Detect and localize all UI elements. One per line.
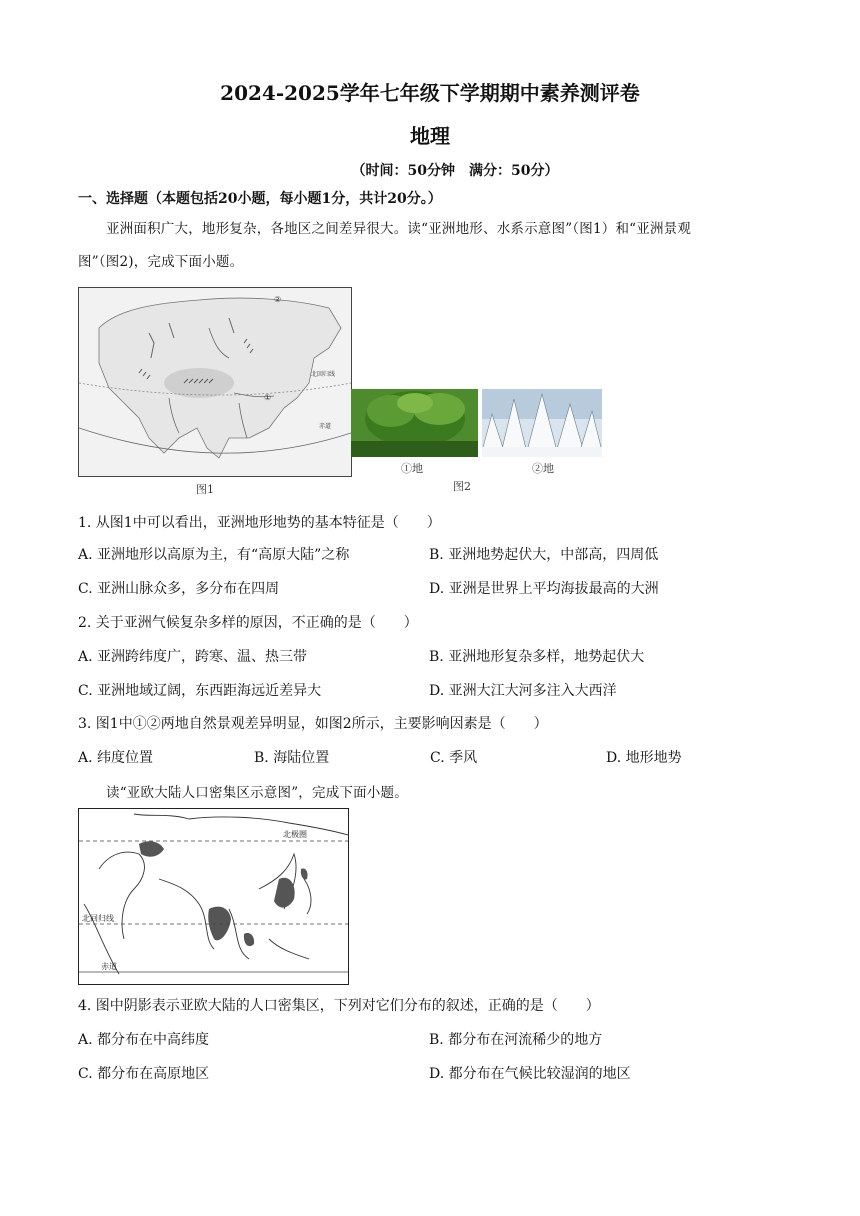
figure2-caption: 图2 xyxy=(453,480,471,493)
q2-option-a[interactable]: A. 亚洲跨纬度广，跨寒、温、热三带 xyxy=(78,649,308,665)
photo1-label: ①地 xyxy=(401,462,423,475)
tropic-label: 北回归线 xyxy=(82,914,114,923)
subject-title: 地理 xyxy=(410,124,450,148)
asia-terrain-map xyxy=(78,287,352,477)
map-label-tropic: 北回归线 xyxy=(311,371,336,378)
intro2-paragraph: 读“亚欧大陆人口密集区示意图”，完成下面小题。 xyxy=(106,785,408,801)
q3-option-d[interactable]: D. 地形地势 xyxy=(606,750,682,766)
q1-option-d[interactable]: D. 亚洲是世界上平均海拔最高的大洲 xyxy=(429,581,659,597)
q1-option-c[interactable]: C. 亚洲山脉众多，多分布在四周 xyxy=(78,581,280,597)
q3-option-b[interactable]: B. 海陆位置 xyxy=(254,750,330,766)
q4-option-b[interactable]: B. 都分布在河流稀少的地方 xyxy=(429,1032,603,1048)
intro-paragraph-line1: 亚洲面积广大，地形复杂，各地区之间差异很大。读“亚洲地形、水系示意图”（图1）和“亚洲景观 xyxy=(106,221,692,237)
section-heading: 一、选择题（本题包括20小题，每小题1分，共计20分。） xyxy=(78,191,442,207)
q1-option-a[interactable]: A. 亚洲地形以高原为主，有“高原大陆”之称 xyxy=(78,547,350,563)
map-label-circle1: ① xyxy=(264,393,272,402)
time-info: （时间：50分钟 满分：50分） xyxy=(351,163,559,179)
exam-title: 2024-2025学年七年级下学期期中素养测评卷 xyxy=(220,81,640,105)
question-1-stem: 1. 从图1中可以看出，亚洲地形地势的基本特征是（ ） xyxy=(78,515,441,531)
photo2-label: ②地 xyxy=(532,462,554,475)
q4-option-a[interactable]: A. 都分布在中高纬度 xyxy=(78,1032,210,1048)
q1-option-b[interactable]: B. 亚洲地势起伏大，中部高，四周低 xyxy=(429,547,659,563)
eurasia-population-map xyxy=(78,808,349,985)
arctic-circle-label: 北极圈 xyxy=(283,830,307,839)
q4-option-d[interactable]: D. 都分布在气候比较湿润的地区 xyxy=(429,1066,631,1082)
map-label-circle2: ② xyxy=(274,295,282,304)
q2-option-d[interactable]: D. 亚洲大江大河多注入大西洋 xyxy=(429,683,617,699)
map-label-equator: 赤道 xyxy=(319,423,332,430)
question-3-stem: 3. 图1中①②两地自然景观差异明显，如图2所示，主要影响因素是（ ） xyxy=(78,716,548,732)
forest-photo xyxy=(351,389,478,457)
intro-paragraph-line2: 图”（图2)，完成下面小题。 xyxy=(78,254,244,270)
q4-option-c[interactable]: C. 都分布在高原地区 xyxy=(78,1066,210,1082)
q3-option-a[interactable]: A. 纬度位置 xyxy=(78,750,154,766)
figure1-caption: 图1 xyxy=(196,483,214,496)
question-2-stem: 2. 关于亚洲气候复杂多样的原因，不正确的是（ ） xyxy=(78,615,418,631)
q3-option-c[interactable]: C. 季风 xyxy=(430,750,478,766)
snow-photo xyxy=(482,389,602,457)
equator-label: 赤道 xyxy=(101,962,117,971)
q2-option-b[interactable]: B. 亚洲地形复杂多样，地势起伏大 xyxy=(429,649,645,665)
question-4-stem: 4. 图中阴影表示亚欧大陆的人口密集区，下列对它们分布的叙述，正确的是（ ） xyxy=(78,998,600,1014)
q2-option-c[interactable]: C. 亚洲地域辽阔，东西距海远近差异大 xyxy=(78,683,322,699)
